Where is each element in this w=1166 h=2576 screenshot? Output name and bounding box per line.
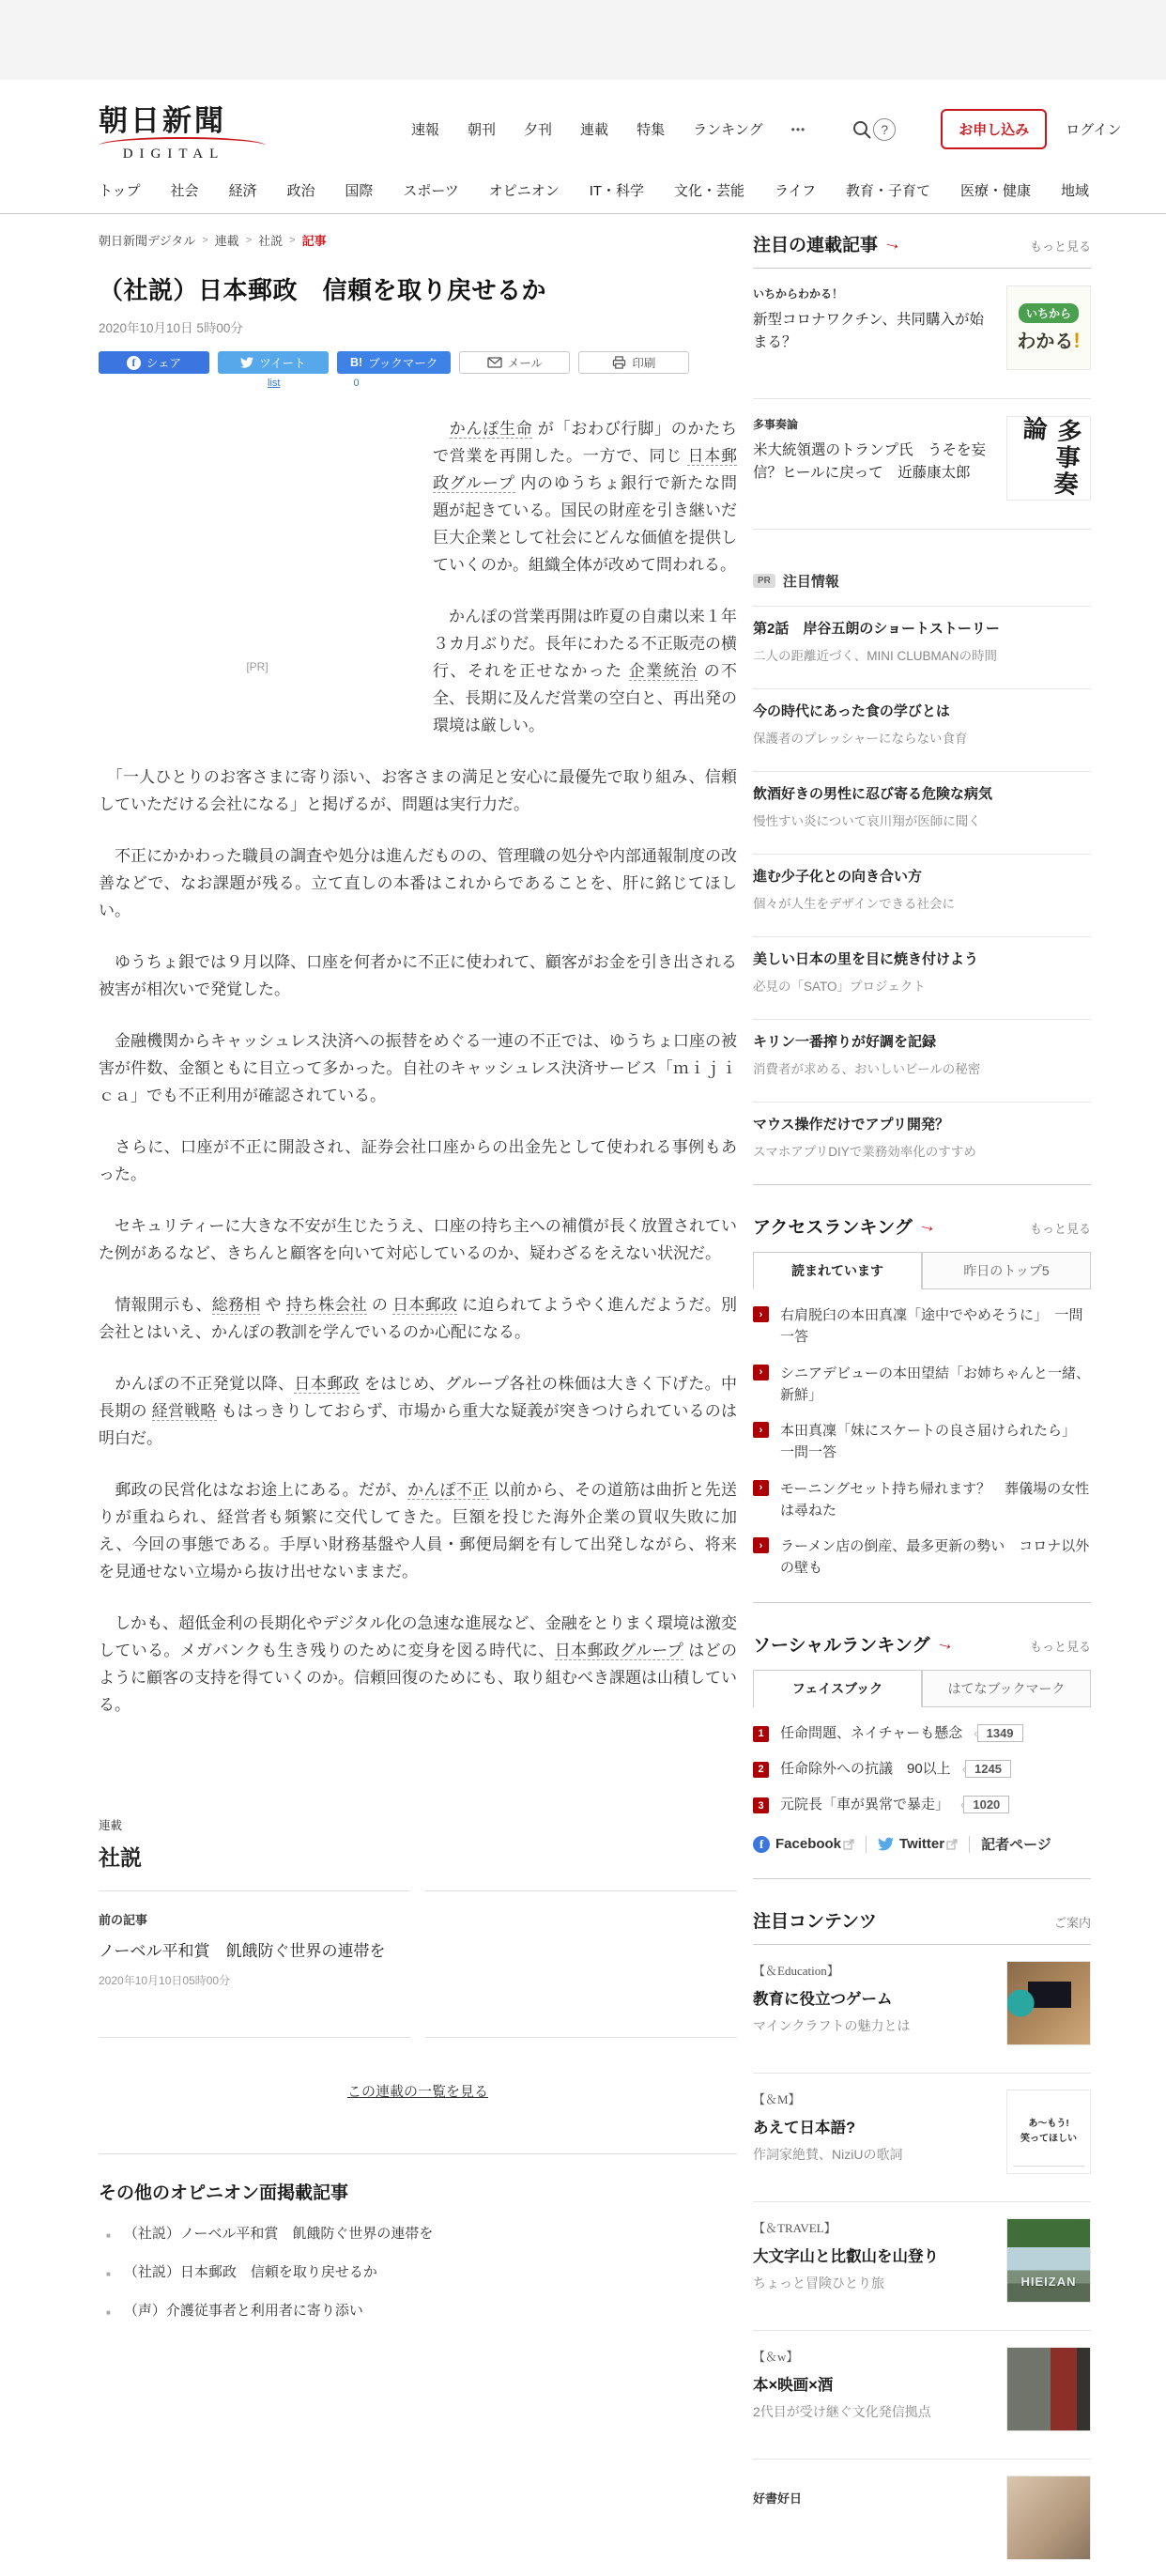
catnav-international[interactable]: 国際 [345,183,374,199]
pr-label: [PR] [246,660,268,673]
site-header [0,80,1166,177]
pr-item[interactable] [753,607,1091,677]
other-articles-heading: その他のオピニオン面掲載記事 [99,2183,349,2203]
pr-item-subtitle: 個々が人生をデザインできる社会に [753,897,956,911]
content-item[interactable] [753,2202,1091,2319]
divider [753,1878,1091,1879]
catnav-it-science[interactable]: IT・科学 [589,183,645,199]
rank-caret-icon: › [753,1537,769,1553]
pr-item[interactable] [753,1103,1091,1173]
paragraph-text: かんぽの営業再開は昨夏の自粛以来１年３カ月ぶりだ。長年にわたる不正販売の横行、それを正せなかった [433,608,737,680]
social-ranking-list [753,1722,1091,1816]
other-article-title: （社説）日本郵政 信頼を取り戻せるか [123,2264,377,2280]
pr-item-title: 第2話 岸谷五朗のショートストーリー [753,621,1000,637]
rank-caret-icon: › [753,1306,769,1322]
paragraph-text: 不正にかかわった職員の調査や処分は進んだものの、管理職の処分や内部通報制度の改善などで、なお課題が残る。立て直しの本番はこれからであることを、肝に銘じてほしい。 [99,847,737,919]
content-title: あえて日本語? [753,2120,856,2137]
pr-item[interactable] [753,937,1091,1008]
content-label: 好書好日 [753,2491,803,2507]
paragraph-text: の [366,1296,393,1314]
catnav-health[interactable]: 医療・健康 [960,183,1032,199]
guide-label: ご案内 [1053,1916,1091,1931]
prev-article-date: 2020年10月10日05時00分 [99,1974,231,1987]
ranking-article-title: 右肩脱臼の本田真凜「途中でやめそうに」 一問一答 [780,1307,1083,1346]
article-paragraph [99,1027,737,1109]
social-ranking-link[interactable] [753,1722,1091,1744]
content-item[interactable] [753,1945,1091,2061]
paragraph-text: 「一人ひとりのお客さまに寄り添い、お客さまの満足と安心に最優先で取り組み、信頼していただける会社になる」と掲げるが、問題は実行力だ。 [99,768,737,813]
keyword-link[interactable]: 日本郵政 [294,1375,360,1393]
bullet-icon: ■ [106,2308,111,2317]
pr-item[interactable] [753,689,1091,760]
mail-icon [487,357,502,368]
tab-yesterday-top5[interactable]: 昨日のトップ5 [922,1252,1091,1289]
social-ranking-tabs [753,1670,1091,1707]
thumbnail-kosho-photo [1006,2476,1091,2560]
mail-button[interactable] [459,351,570,374]
keyword-link[interactable]: 日本郵政グループ [433,447,737,492]
paragraph-text: に迫られてようやく進んだようだ。別会社とはいえ、かんぽの教訓を学んでいるのか心配になる。 [99,1296,738,1341]
article-paragraph [99,1610,737,1719]
heading-text: 注目コンテンツ [753,1912,878,1933]
print-button[interactable] [578,351,689,374]
featured-article-title: 米大統領選のトランプ氏 うそを妄信？ヒールに戻って 近藤康太郎 [753,442,987,482]
arrow-right-icon: → [933,1630,958,1656]
article-body [99,415,737,1743]
logo-text: 朝日新聞 [99,103,226,137]
content-title: 教育に役立つゲーム [753,1991,893,2009]
paragraph-text: の不全、長期に及んだ営業の空白と、再出発の環境は厳しい。 [433,662,737,734]
access-ranking-section [753,1213,1091,1603]
keyword-link[interactable]: 持ち株会社 [285,1296,367,1314]
paragraph-text: をはじめ、グループ各社の株価は大きく下げた。中長期の [99,1375,737,1420]
facebook-page-link[interactable] [753,1836,854,1853]
rank-number: 1 [753,1726,769,1742]
ranking-article-link[interactable] [753,1304,1091,1349]
featured-article-title: 新型コロナワクチン、共同購入が始まる？ [753,312,984,351]
hatena-bookmark-button[interactable] [337,351,451,374]
series-tag: いちからわかる！ [753,287,844,301]
breadcrumb-sep-icon: > [202,234,208,246]
ranking-article-link[interactable] [753,1363,1091,1407]
social-links-row [753,1834,1091,1854]
search-icon[interactable] [851,118,873,141]
login-button[interactable]: ログイン [1066,122,1122,138]
share-buttons [99,351,737,374]
keyword-link[interactable]: 企業統治 [628,662,698,680]
access-ranking-list [753,1304,1091,1580]
rank-number: 2 [753,1762,769,1778]
share-count-badge: ‹ 1245 [962,1760,1011,1778]
keyword-link[interactable]: 日本郵政 [392,1296,458,1314]
asahi-logo[interactable] [99,97,266,162]
article-paragraph [99,764,737,818]
pr-item-title: 美しい日本の里を目に焼き付けよう [753,951,979,967]
divider [753,1184,1091,1185]
other-articles-list [99,2223,737,2320]
thumbnail-hieizan-photo: HIEIZAN [1006,2218,1091,2303]
arrow-right-icon: → [881,230,905,256]
pr-info-heading: 注目情報 [782,574,839,590]
pr-item-subtitle: 二人の距離近づく、MINI CLUBMANの時間 [753,649,997,663]
paragraph-text: さらに、口座が不正に開設され、証券会社口座からの出金先として使われる事例もあった。 [99,1138,737,1183]
pr-item-subtitle: 保護者のプレッシャーにならない食育 [753,732,968,746]
pr-item-title: 今の時代にあった食の学びとは [753,703,950,719]
category-nav [0,177,1166,214]
catnav-society[interactable]: 社会 [170,183,199,199]
divider [969,1836,970,1853]
article-ad-slot [99,421,416,731]
share-count-badge: ‹ 1020 [960,1796,1009,1813]
breadcrumb-shasetsu[interactable]: 社説 [258,234,284,248]
content-item-partial[interactable] [753,2460,1091,2576]
pr-item-subtitle: スマホアプリDIYで業務効率化のすすめ [753,1145,976,1159]
twitter-icon [878,1836,894,1852]
catnav-culture[interactable]: 文化・芸能 [674,183,745,199]
content-label: 【＆M】 [753,2092,801,2107]
bookmark-count[interactable]: 0 [353,378,360,389]
other-article-title: （声）介護従事者と利用者に寄り添い [123,2303,363,2319]
featured-series-heading[interactable] [753,230,905,256]
article-paragraph [99,949,737,1003]
tweet-list-link[interactable]: list [268,378,281,389]
paragraph-text: かんぽの不正発覚以降、 [99,1375,295,1393]
breadcrumb [99,231,737,249]
content-item[interactable] [753,2331,1091,2447]
social-link-label: Facebook [775,1836,842,1853]
breadcrumb-sep-icon: > [245,234,253,246]
breadcrumb-sep-icon: > [289,234,296,246]
social-ranking-section [753,1631,1091,1880]
prev-article-label: 前の記事 [99,1913,148,1927]
series-tag: 多事奏論 [753,418,799,431]
bullet-icon: ■ [106,2270,111,2278]
article-paragraph [99,1370,737,1452]
content-title: 大文字山と比叡山を山登り [753,2248,939,2266]
paragraph-text: 情報開示も、 [99,1296,212,1314]
content-subtitle: 作詞家絶賛、NiziUの歌詞 [753,2147,903,2163]
tab-hatena-bookmark[interactable]: はてなブックマーク [922,1670,1091,1707]
rank-caret-icon: › [753,1365,769,1381]
breadcrumb-rensai[interactable]: 連載 [214,234,239,248]
article-paragraph [99,1291,737,1346]
thumb-word: わかる! [1017,328,1081,352]
featured-contents-heading [753,1907,877,1933]
ranking-article-title: 本田真凜「妹にスケートの良さ届けられたら」 一問一答 [780,1423,1083,1461]
sidebar [753,231,1091,2576]
thumb-word: 多事奏論 [1019,414,1082,499]
ranking-article-link[interactable] [753,1478,1091,1522]
social-more-link[interactable]: もっと見る [1029,1639,1091,1654]
bullet-icon: ■ [106,2231,111,2240]
catnav-politics[interactable]: 政治 [286,183,315,199]
topnav-yukan[interactable]: 夕刊 [524,122,553,138]
topnav-chokan[interactable]: 朝刊 [468,122,497,138]
divider [99,1890,737,1891]
logo-digital-text: DIGITAL [122,146,225,162]
social-ranking-link[interactable] [753,1758,1091,1780]
keyword-link[interactable]: かんぽ不正 [407,1481,489,1499]
topnav-tokushu[interactable]: 特集 [637,122,666,138]
breadcrumb-current: 記事 [301,234,327,248]
divider [99,2153,737,2154]
featured-article-item[interactable] [753,399,1091,517]
rank-number: 3 [753,1797,769,1813]
heading-text: アクセスランキング [753,1218,913,1238]
content-item[interactable] [753,2074,1091,2190]
facebook-icon: f [127,356,141,370]
paragraph-text: 以前から、その道筋は曲折と先送りが重ねられ、経営者も頻繁に交代してきた。巨額を投じた海外企業の買収失敗に加え、今回の事態である。手厚い財務基盤や人員・郵便局網を有して出発しながら、将来を見通せない立場から抜け出せないままだ。 [99,1481,738,1581]
print-icon [612,356,626,369]
series-footer [99,1816,737,2320]
reporter-page-link[interactable] [981,1834,1051,1854]
featured-series-section [753,231,1091,530]
tab-being-read[interactable]: 読まれています [753,1252,922,1289]
keyword-link[interactable]: 総務相 [211,1296,261,1314]
paragraph-text: はどのように顧客の支持を得ていくのか。信頼回復のためにも、取り組むべき課題は山積している。 [99,1642,737,1714]
divider [866,1836,867,1853]
featured-contents-section [753,1907,1091,2576]
signup-button[interactable]: お申し込み [941,109,1047,149]
share-label: 印刷 [632,357,656,370]
divider [753,529,1091,530]
topnav-ranking[interactable]: ランキング [693,122,763,138]
social-article-title: 元院長「車が異常で暴走」 [780,1797,950,1812]
series-name[interactable]: 社説 [99,1845,142,1870]
article-column [99,231,737,2576]
ranking-article-title: シニアデビューの本田望結「お姉ちゃんと一緒、新鮮」 [780,1365,1091,1403]
social-ranking-link[interactable] [753,1794,1091,1815]
other-article-title: （社説）ノーベル平和賞 飢餓防ぐ世界の連帯を [123,2226,434,2242]
thumb-badge: いちから [1019,303,1079,323]
pr-item-title: マウス操作だけでアプリ開発？ [753,1117,949,1133]
share-label: シェア [146,357,182,370]
paragraph-text: セキュリティーに大きな不安が生じたうえ、口座の持ち主への補償が長く放置されていた例があるなど、きちんと顧客を向いて対応しているのか、疑わざるをえない状況だ。 [99,1217,737,1262]
thumbnail-bookbar-photo [1006,2347,1091,2431]
ranking-article-link[interactable] [753,1420,1091,1464]
social-ranking-heading[interactable] [753,1630,958,1657]
featured-more-link[interactable]: もっと見る [1029,239,1091,254]
ranking-article-link[interactable] [753,1535,1091,1580]
content-label: 【＆Education】 [753,1964,839,1979]
catnav-life[interactable]: ライフ [774,183,817,199]
top-nav [411,119,805,139]
catnav-economy[interactable]: 経済 [228,183,257,199]
pr-item-title: キリン一番搾りが好調を記録 [753,1034,937,1050]
article-date: 2020年10月10日 5時00分 [99,321,243,335]
keyword-link[interactable]: 日本郵政グループ [554,1642,684,1659]
more-menu-icon[interactable]: ••• [790,122,806,136]
pr-item[interactable] [753,855,1091,925]
twitter-share-button[interactable] [218,351,329,374]
catnav-sports[interactable]: スポーツ [403,183,459,199]
heading-text: 注目の連載記事 [753,236,879,255]
article-paragraph [99,1476,737,1585]
paragraph-text [433,420,450,438]
article-paragraph [99,1212,737,1267]
topnav-sokuho[interactable]: 速報 [411,122,440,138]
tab-facebook[interactable]: フェイスブック [753,1670,922,1707]
keyword-link[interactable]: 経営戦略 [151,1402,217,1420]
catnav-education[interactable]: 教育・子育て [846,183,931,199]
series-list-link[interactable]: この連載の一覧を見る [346,2084,488,2100]
social-link-label: 記者ページ [981,1837,1051,1854]
social-article-title: 任命除外への抗議 90以上 [780,1760,951,1777]
pr-item-title: 飲酒好きの男性に忍び寄る危険な病気 [753,786,993,802]
other-article-link[interactable] [106,2223,737,2243]
catnav-opinion[interactable]: オピニオン [488,183,560,199]
pr-item[interactable] [753,1020,1091,1090]
keyword-link[interactable]: かんぽ生命 [449,420,533,438]
catnav-region[interactable]: 地域 [1060,183,1089,199]
pr-item-title: 進む少子化との向き合い方 [753,869,923,885]
other-article-link[interactable] [106,2300,737,2320]
access-ranking-heading[interactable] [753,1212,940,1239]
top-ad-banner [0,0,1166,80]
share-label: メール [507,357,543,370]
heading-text: ソーシャルランキング [753,1635,930,1656]
content-subtitle: ちょっと冒険ひとり旅 [753,2275,884,2291]
divider [753,1602,1091,1603]
rank-caret-icon: › [753,1422,769,1438]
paragraph-text: が「おわび行脚」のかたちで営業を再開した。一方で、同じ [433,420,738,465]
paragraph-text: 金融機関からキャッシュレス決済への振替をめぐる一連の不正では、ゆうちょ口座の被害が件数、金額ともに目立って多かった。自社のキャッシュレス決済サービス「ｍｉｊｉｃａ」でも不正利用が確認されている。 [99,1032,737,1104]
article-paragraph [99,842,737,924]
hatena-icon: B! [350,356,363,369]
access-more-link[interactable]: もっと見る [1029,1222,1091,1236]
content-title: 本×映画×酒 [753,2377,834,2395]
share-sub-row [99,378,737,391]
thumbnail-education-photo [1006,1961,1091,2045]
twitter-icon [240,356,253,369]
share-label: ブックマーク [368,357,438,370]
thumbnail-ichikara-wakaru [1006,285,1091,370]
content-label: 【＆w】 [753,2350,799,2365]
article-paragraph [99,1134,737,1188]
content-subtitle: マインクラフトの魅力とは [753,2018,911,2034]
paragraph-text: ゆうちょ銀では９月以降、口座を何者かに不正に使われて、顧客がお金を引き出される被害が相次いで発覚した。 [99,953,737,998]
other-article-link[interactable] [106,2261,737,2281]
external-link-icon [843,1839,854,1850]
pr-item-subtitle: 消費者が求める、おいしいビールの秘密 [753,1062,981,1076]
facebook-share-button[interactable] [99,351,209,374]
pr-item[interactable] [753,772,1091,842]
content-label: 【＆TRAVEL】 [753,2221,836,2236]
paragraph-text: もはっきりしておらず、市場から重大な疑義が突きつけられているのは明白だ。 [99,1402,737,1447]
share-label: ツイート [259,357,306,370]
thumbnail-lyrics-card: あ〜もう! 笑ってほしい [1006,2090,1091,2174]
content-subtitle: 2代目が受け継ぐ文化発信拠点 [753,2404,931,2420]
topnav-rensai[interactable]: 連載 [580,122,609,138]
twitter-page-link[interactable] [878,1836,958,1852]
featured-article-item[interactable] [753,269,1091,387]
breadcrumb-home[interactable]: 朝日新聞デジタル [99,234,196,248]
divider [99,2037,737,2038]
pr-item-subtitle: 必見の「SATO」プロジェクト [753,979,926,994]
prev-article-link[interactable]: ノーベル平和賞 飢餓防ぐ世界の連帯を [99,1942,386,1960]
pr-info-section [753,571,1091,1185]
paragraph-text: 郵政の民営化はなお途上にある。だが、 [99,1481,407,1499]
catnav-top[interactable]: トップ [99,183,141,199]
page-title: （社説）日本郵政 信頼を取り戻せるか [99,276,547,304]
rank-caret-icon: › [753,1480,769,1496]
social-link-label: Twitter [899,1836,945,1853]
ranking-article-title: モーニングセット持ち帰れます？ 葬儀場の女性は尋ねた [780,1480,1090,1519]
external-link-icon [946,1839,958,1850]
facebook-icon: f [753,1836,770,1853]
paragraph-text: 内のゆうちょ銀行で新たな問題が起きている。国民の財産を引き継いだ巨大企業として社会にどんな価値を提供していくのか。組織全体が改めて問われる。 [433,474,737,574]
help-icon[interactable]: ? [873,118,896,141]
social-article-title: 任命問題、ネイチャーも懸念 [780,1724,963,1741]
pr-badge: PR [753,574,775,588]
share-count-badge: ‹ 1349 [974,1724,1022,1742]
paragraph-text: しかも、超低金利の長期化やデジタル化の急速な進展など、金融をとりまく環境は激変している。メガバンクも生き残りのために変身を図る時代に、 [99,1614,737,1659]
series-label: 連載 [99,1819,123,1832]
arrow-right-icon: → [915,1212,940,1239]
pr-item-subtitle: 慢性すい炎について哀川翔が医師に聞く [753,814,981,828]
access-ranking-tabs [753,1252,1091,1289]
thumbnail-calligraphy [1006,416,1091,501]
paragraph-text: や [260,1296,286,1314]
ranking-article-title: ラーメン店の倒産、最多更新の勢い コロナ以外の壁も [780,1538,1090,1577]
